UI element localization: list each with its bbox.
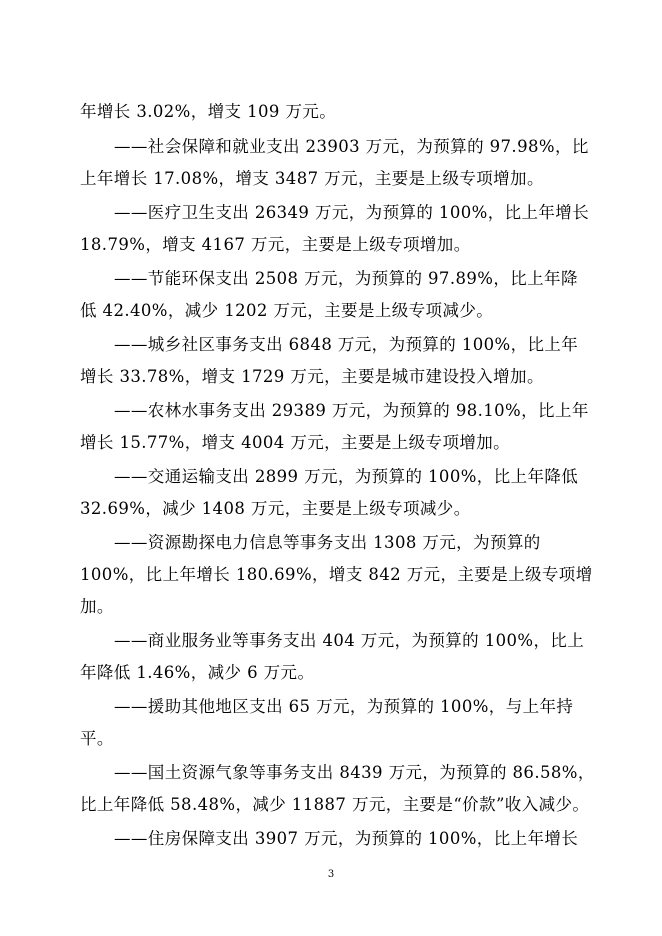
text-line: ——社会保障和就业支出 23903 万元，为预算的 97.98%，比: [114, 137, 589, 156]
text-line: 平。: [80, 729, 114, 748]
text-line: 18.79%，增支 4167 万元，主要是上级专项增加。: [80, 235, 471, 254]
text-line: 32.69%，减少 1408 万元，主要是上级专项减少。: [80, 499, 471, 518]
text-line: 100%，比上年增长 180.69%，增支 842 万元，主要是上级专项增: [80, 565, 593, 584]
text-line: 低 42.40%，减少 1202 万元，主要是上级专项减少。: [80, 301, 494, 320]
text-line: 上年增长 17.08%，增支 3487 万元，主要是上级专项增加。: [80, 169, 544, 188]
text-line: 增长 33.78%，增支 1729 万元，主要是城市建设投入增加。: [80, 367, 544, 386]
text-line: ——城乡社区事务支出 6848 万元，为预算的 100%，比上年: [114, 335, 579, 354]
text-line: 年增长 3.02%，增支 109 万元。: [80, 102, 337, 121]
text-line: ——节能环保支出 2508 万元，为预算的 97.89%，比上年降: [114, 269, 578, 288]
text-line: ——资源勘探电力信息等事务支出 1308 万元，为预算的: [114, 533, 541, 552]
text-line: ——医疗卫生支出 26349 万元，为预算的 100%，比上年增长: [114, 203, 590, 222]
text-line: ——农林水事务支出 29389 万元，为预算的 98.10%，比上年: [114, 401, 589, 420]
text-line: ——交通运输支出 2899 万元，为预算的 100%，比上年降低: [114, 467, 579, 486]
text-line: 年降低 1.46%，减少 6 万元。: [80, 663, 315, 682]
text-line: ——商业服务业等事务支出 404 万元，为预算的 100%，比上: [114, 631, 585, 650]
text-line: ——国土资源气象等事务支出 8439 万元，为预算的 86.58%，: [114, 763, 595, 782]
text-line: ——住房保障支出 3907 万元，为预算的 100%，比上年增长: [114, 829, 579, 848]
text-line: 加。: [80, 597, 114, 616]
text-line: 增长 15.77%，增支 4004 万元，主要是上级专项增加。: [80, 433, 511, 452]
text-line: 比上年降低 58.48%，减少 11887 万元，主要是“价款”收入减少。: [80, 795, 590, 814]
page-number: 3: [327, 869, 335, 880]
text-line: ——援助其他地区支出 65 万元，为预算的 100%，与上年持: [114, 697, 574, 716]
